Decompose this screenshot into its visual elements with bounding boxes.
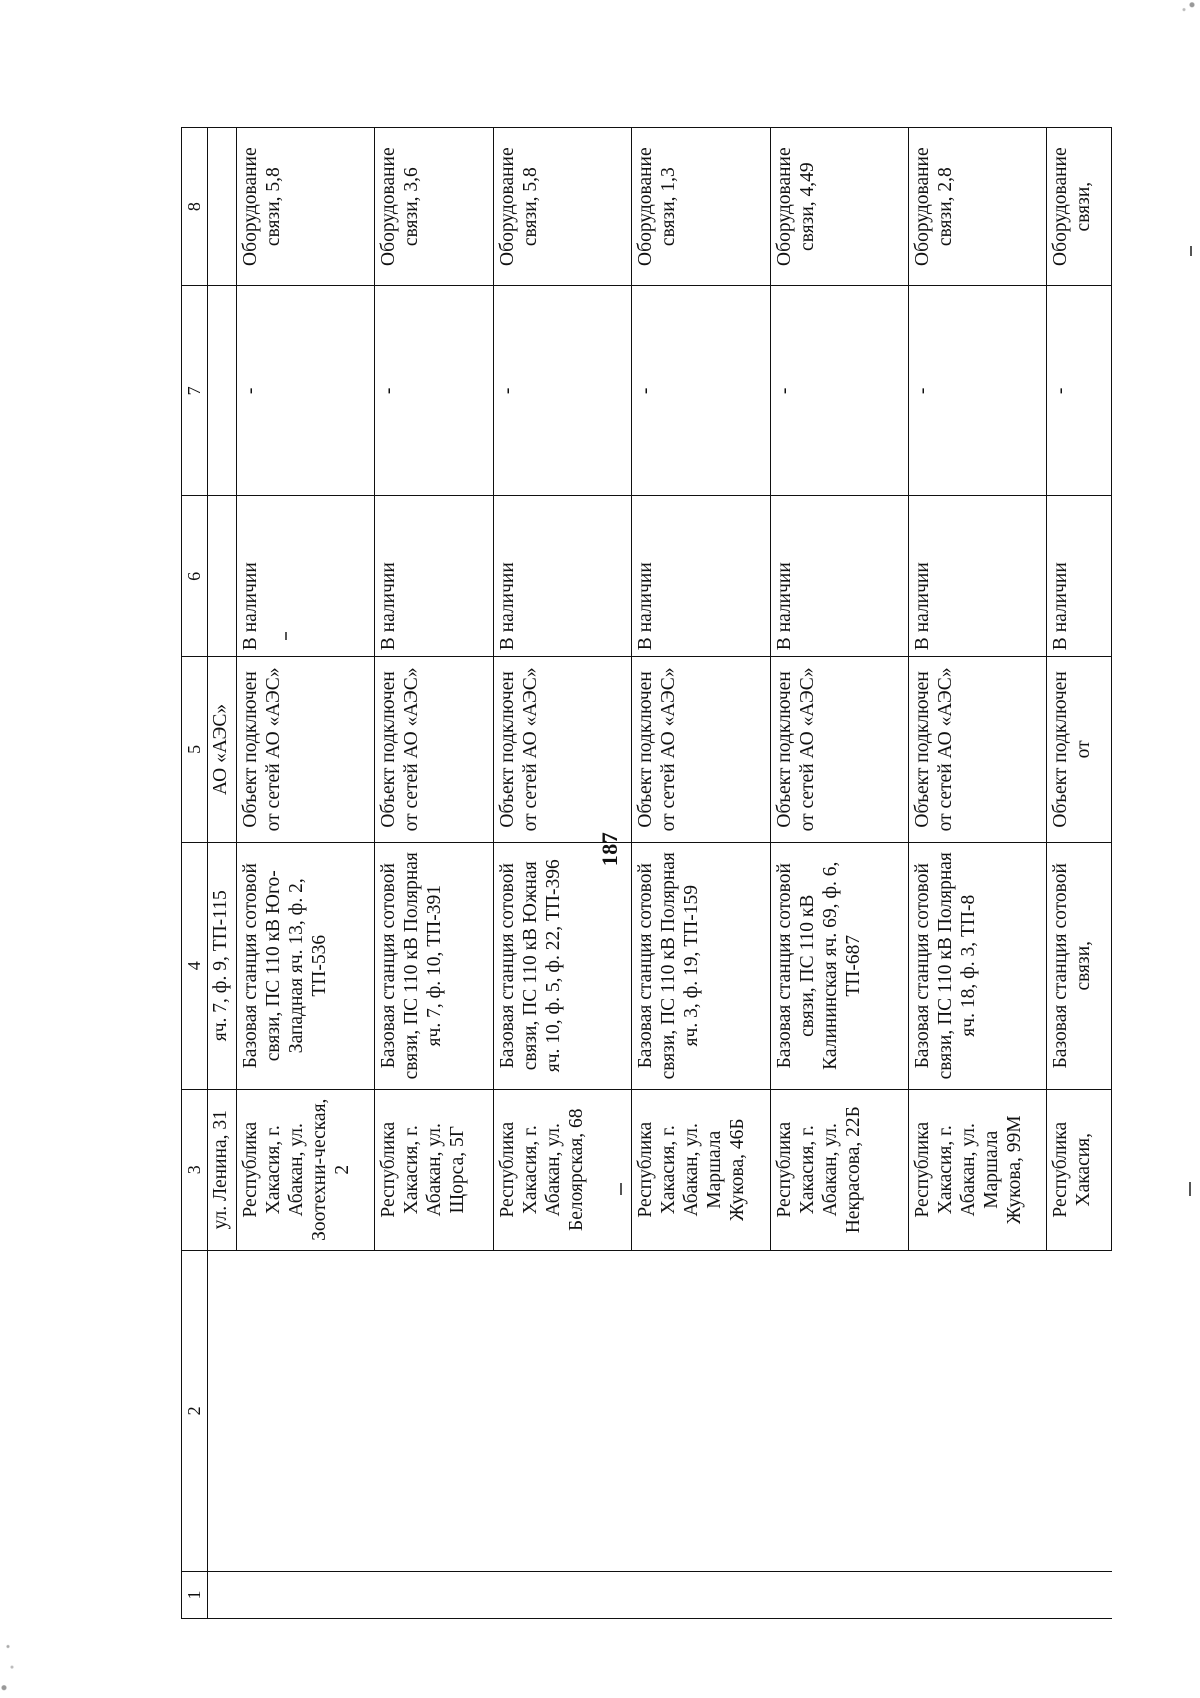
row-cell-col2 [208, 1250, 237, 1571]
object-cell: Базовая станция сотовой связи, ПС 110 кВ Южная яч. 10, ф. 5, ф. 22, ТП-396 [494, 842, 632, 1089]
continued-col7 [208, 286, 237, 496]
row-cell-col2 [237, 1250, 375, 1571]
table-row [632, 128, 770, 1619]
object-cell: Базовая станция сотовой связи, ПС 110 кВ Полярная яч. 7, ф. 10, ТП-391 [375, 842, 494, 1089]
continued-availability [208, 496, 237, 657]
address-cell: Республика Хакасия, г. Абакан, ул. Некрасова, 22Б [770, 1089, 908, 1250]
availability-cell: В наличии [908, 496, 1046, 657]
availability-cell: В наличии [770, 496, 908, 657]
object-cell: Базовая станция сотовой связи, ПС 110 кВ Полярная яч. 3, ф. 19, ТП-159 [632, 842, 770, 1089]
connection-cell: Объект подключен от сетей АО «АЭС» [770, 657, 908, 842]
availability-cell: В наличии [1047, 496, 1112, 657]
scan-noise [1160, 0, 1200, 24]
load-cell: Оборудование связи, 3,6 [375, 128, 494, 286]
row-cell-col2 [375, 1250, 494, 1571]
table-row [1047, 128, 1112, 1619]
connection-cell: Объект подключен от сетей АО «АЭС» [375, 657, 494, 842]
table-row [908, 128, 1046, 1619]
column-number-8: 8 [182, 128, 208, 286]
scan-noise [0, 1595, 40, 1698]
address-cell: Республика Хакасия, г. Абакан, ул. Щорса, 5Г [375, 1089, 494, 1250]
connection-cell: Объект подключен от сетей АО «АЭС» [237, 657, 375, 842]
column-number-6: 6 [182, 496, 208, 657]
row-cell-col1 [632, 1572, 770, 1619]
connection-cell: Объект подключен от [1047, 657, 1112, 842]
connection-cell: Объект подключен от сетей АО «АЭС» [908, 657, 1046, 842]
load-cell: Оборудование связи, [1047, 128, 1112, 286]
load-cell: Оборудование связи, 1,3 [632, 128, 770, 286]
row-cell-col1 [494, 1572, 632, 1619]
scan-mark [1189, 1182, 1191, 1196]
col7-cell: - [494, 286, 632, 496]
row-cell-col2 [908, 1250, 1046, 1571]
load-cell: Оборудование связи, 4,49 [770, 128, 908, 286]
row-cell-col2 [494, 1250, 632, 1571]
row-cell-col1 [770, 1572, 908, 1619]
row-cell-col1 [908, 1572, 1046, 1619]
scan-mark [620, 1183, 622, 1195]
column-number-5: 5 [182, 657, 208, 842]
column-numbers-row [182, 128, 208, 1619]
address-cell: Республика Хакасия, [1047, 1089, 1112, 1250]
availability-cell: В наличии [494, 496, 632, 657]
row-cell-col2 [770, 1250, 908, 1571]
address-cell: Республика Хакасия, г. Абакан, ул. Белоярская, 68 [494, 1089, 632, 1250]
data-table [181, 127, 1112, 1619]
column-number-7: 7 [182, 286, 208, 496]
address-cell: Республика Хакасия, г. Абакан, ул. Маршала Жукова, 99М [908, 1089, 1046, 1250]
col7-cell: - [908, 286, 1046, 496]
table-row [770, 128, 908, 1619]
col7-cell: - [237, 286, 375, 496]
object-cell: Базовая станция сотовой связи, ПС 110 кВ Калининская яч. 69, ф. 6, ТП-687 [770, 842, 908, 1089]
row-cell-col1 [1047, 1572, 1112, 1619]
scan-mark [285, 632, 287, 640]
table-row [494, 128, 632, 1619]
continued-load [208, 128, 237, 286]
load-cell: Оборудование связи, 2,8 [908, 128, 1046, 286]
connection-cell: Объект подключен от сетей АО «АЭС» [494, 657, 632, 842]
connection-cell: Объект подключен от сетей АО «АЭС» [632, 657, 770, 842]
col7-cell: - [1047, 286, 1112, 496]
column-number-4: 4 [182, 842, 208, 1089]
object-cell: Базовая станция сотовой связи, ПС 110 кВ Полярная яч. 18, ф. 3, ТП-8 [908, 842, 1046, 1089]
scan-mark [1190, 246, 1192, 256]
col7-cell: - [632, 286, 770, 496]
object-cell: Базовая станция сотовой связи, [1047, 842, 1112, 1089]
row-cell-col1 [375, 1572, 494, 1619]
row-cell-col2 [632, 1250, 770, 1571]
row-cell-col2 [1047, 1250, 1112, 1571]
availability-cell: В наличии [632, 496, 770, 657]
table-row [375, 128, 494, 1619]
row-cell-col1 [208, 1572, 237, 1619]
load-cell: Оборудование связи, 5,8 [494, 128, 632, 286]
column-number-2: 2 [182, 1250, 208, 1571]
continued-row [208, 128, 237, 1619]
row-cell-col1 [237, 1572, 375, 1619]
column-number-3: 3 [182, 1089, 208, 1250]
table-container [181, 127, 1112, 1619]
address-cell: Республика Хакасия, г. Абакан, ул. Зоотехни-ческая, 2 [237, 1089, 375, 1250]
continued-address: ул. Ленина, 31 [208, 1089, 237, 1250]
load-cell: Оборудование связи, 5,8 [237, 128, 375, 286]
col7-cell: - [375, 286, 494, 496]
continued-object: яч. 7, ф. 9, ТП-115 [208, 842, 237, 1089]
column-number-1: 1 [182, 1572, 208, 1619]
col7-cell: - [770, 286, 908, 496]
availability-cell: В наличии [237, 496, 375, 657]
table-row [237, 128, 375, 1619]
object-cell: Базовая станция сотовой связи, ПС 110 кВ Юго-Западная яч. 13, ф. 2, ТП-536 [237, 842, 375, 1089]
availability-cell: В наличии [375, 496, 494, 657]
page-number: 187 [597, 831, 622, 867]
address-cell: Республика Хакасия, г. Абакан, ул. Маршала Жукова, 46Б [632, 1089, 770, 1250]
continued-connection: АО «АЭС» [208, 657, 237, 842]
